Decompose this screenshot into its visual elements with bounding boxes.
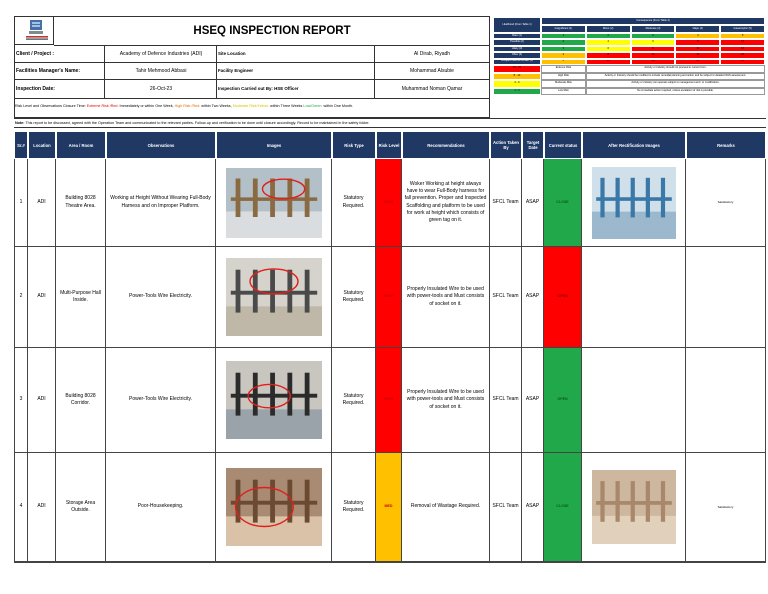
consequence-header: Minor (2) (586, 25, 631, 33)
legend-range: 8 - 12 (493, 73, 541, 81)
after-rectification-photo (592, 470, 676, 544)
recommendation-cell: Properly Insulated Wire to be used with power-tools and Must consists of socket on it. (402, 348, 490, 453)
matrix-cell: 8 (586, 52, 631, 58)
status-cell: CLOSE (544, 453, 582, 562)
legend-range: 4 - 6 (493, 80, 541, 88)
observation-photo (226, 168, 322, 238)
remarks-cell (686, 247, 766, 348)
matrix-cell: 20 (675, 59, 720, 65)
column-header: Location (28, 131, 56, 159)
matrix-cell: 16 (675, 52, 720, 58)
matrix-cell: 8 (675, 39, 720, 45)
report-sheet (14, 16, 766, 562)
column-header: After Rectification Images (582, 131, 686, 159)
remarks-cell: Satisfactory (686, 159, 766, 247)
likelihood-header: Possible (2) (493, 39, 541, 45)
matrix-cell: 12 (675, 46, 720, 52)
risk-level-cell: HIGH (376, 247, 402, 348)
likelihood-header: Likely (3) (493, 46, 541, 52)
action-by-cell: SFCL Team (490, 453, 522, 562)
remarks-cell: Satisfactory (686, 453, 766, 562)
engineer-value: Mohammad Alsubie (410, 68, 454, 74)
column-header: Target Date (522, 131, 544, 159)
status-cell: OPEN (544, 247, 582, 348)
area-cell: Building 8028 Corridor. (56, 348, 106, 453)
legend-action: Activity or Industry should not proceed in current form. (586, 65, 765, 73)
after-rectification-photo (592, 167, 676, 239)
observation-photo (226, 361, 322, 439)
status-cell: OPEN (544, 348, 582, 453)
legend-range: 15 - 25 (493, 65, 541, 73)
legend-action: No immediate action required, unless escalation of risk is possible. (586, 88, 765, 96)
sr-cell: 1 (14, 159, 28, 247)
target-date-cell: ASAP (522, 247, 544, 348)
sr-cell: 4 (14, 453, 28, 562)
consequence-header: Moderate (3) (631, 25, 676, 33)
date-value: 26-Oct-23 (149, 86, 173, 92)
after-image-cell (582, 159, 686, 247)
observation-photo (226, 258, 322, 336)
matrix-cell: 25 (720, 59, 765, 65)
recommendation-cell: Removal of Wastage Required. (402, 453, 490, 562)
matrix-cell: 4 (586, 39, 631, 45)
consequence-header: Insignificant (1) (541, 25, 586, 33)
risk-level-cell: MED (376, 453, 402, 562)
image-cell (216, 247, 332, 348)
observation-cell: Power-Tools Wire Electricity. (106, 348, 216, 453)
after-image-cell (582, 348, 686, 453)
sr-cell: 3 (14, 348, 28, 453)
target-date-cell: ASAP (522, 348, 544, 453)
remarks-cell (686, 348, 766, 453)
likelihood-header: Frequent /almost certain (5) (493, 59, 541, 65)
note-row: Note: This report to be discussed, agreed with the Operation Team and communicated to the relevant parties. Follow-up and verification to be done until closure accordingly. Record to be maintained in the safety folder. (15, 120, 370, 125)
column-header: Remarks (686, 131, 766, 159)
legend-level: Moderate Risk (541, 80, 586, 88)
column-header: Risk Type (332, 131, 376, 159)
risk-type-cell: Statutory Required. (332, 453, 376, 562)
observation-photo (226, 468, 322, 546)
carried-value: Muhammad Noman Qamar (401, 86, 463, 92)
observation-cell: Poor-Housekeeping. (106, 453, 216, 562)
area-cell: Multi-Purpose Hall Inside. (56, 247, 106, 348)
matrix-cell: 5 (541, 59, 586, 65)
status-cell: CLOSE (544, 159, 582, 247)
legend-action: Activity or Industry can operate subject to management and / or modification. (586, 80, 765, 88)
risk-type-cell: Statutory Required. (332, 247, 376, 348)
target-date-cell: ASAP (522, 159, 544, 247)
matrix-consequence-title: Consequence (From Table 2) (541, 17, 765, 25)
client-label: Client / Project : (16, 51, 55, 57)
engineer-label: Facility Engineer (218, 68, 254, 73)
column-header: Sr.# (14, 131, 28, 159)
consequence-header: Catastrophic (5) (720, 25, 765, 33)
observation-cell: Working at Height Without Wearing Full-Body Harness and on Improper Platform. (106, 159, 216, 247)
matrix-cell: 1 (541, 33, 586, 39)
manager-value: Tahir Mehmood Abbasi (135, 68, 187, 74)
carried-label: Inspection Carried out By: HSE Officer (218, 86, 299, 91)
matrix-cell: 9 (631, 46, 676, 52)
matrix-cell: 3 (631, 33, 676, 39)
matrix-cell: 10 (586, 59, 631, 65)
matrix-cell: 6 (631, 39, 676, 45)
client-value: Academy of Defence Industries (ADI) (119, 51, 203, 57)
location-cell: ADI (28, 453, 56, 562)
sr-cell: 2 (14, 247, 28, 348)
matrix-cell: 2 (586, 33, 631, 39)
column-header: Action Taken By (490, 131, 522, 159)
consequence-header: Major (4) (675, 25, 720, 33)
likelihood-header: Rare (1) (493, 33, 541, 39)
image-cell (216, 453, 332, 562)
site-label: Site Location (218, 51, 246, 56)
risk-type-cell: Statutory Required. (332, 159, 376, 247)
legend-range: 1 - 3 (493, 88, 541, 96)
location-cell: ADI (28, 159, 56, 247)
matrix-cell: 4 (541, 52, 586, 58)
legend-level: High Risk (541, 73, 586, 81)
risk-level-cell: HIGH (376, 159, 402, 247)
action-by-cell: SFCL Team (490, 247, 522, 348)
image-cell (216, 159, 332, 247)
target-date-cell: ASAP (522, 453, 544, 562)
risk-level-cell: HIGH (376, 348, 402, 453)
matrix-corner: Likelihood (From Table 1) (493, 17, 541, 33)
action-by-cell: SFCL Team (490, 348, 522, 453)
matrix-cell: 2 (541, 39, 586, 45)
risk-matrix (493, 17, 765, 109)
legend-level: Extreme Risk (541, 65, 586, 73)
column-header: Current status (544, 131, 582, 159)
likelihood-header: Often (4) (493, 52, 541, 58)
legend-level: Low Risk (541, 88, 586, 96)
after-image-cell (582, 453, 686, 562)
matrix-cell: 15 (631, 59, 676, 65)
report-title: HSEQ INSPECTION REPORT (193, 24, 351, 37)
location-cell: ADI (28, 348, 56, 453)
area-cell: Building 8028 Theatre Area. (56, 159, 106, 247)
closure-note: Risk Level and Observations Closure Time: Extreme Risk /Red: Immediately or within One Week, High Risk /Red: within Two Weeks, Moderate Risk/Yellow: within Three Weeks Low/Green: within One Month. (15, 104, 354, 108)
image-cell (216, 348, 332, 453)
matrix-cell: 5 (720, 33, 765, 39)
date-label: Inspection Date: (16, 86, 55, 92)
recommendation-cell: Properly Insulated Wire to be used with power-tools and Must consists of socket on it. (402, 247, 490, 348)
recommendation-cell: Woker Working at height always have to wear Full-Body harness for fall prevention. Proper and Inspected Scaffolding and platform to be used for work at height which consists of green tag on it. (402, 159, 490, 247)
matrix-cell: 20 (720, 52, 765, 58)
site-value: Al Dirab, Riyadh (413, 51, 451, 57)
matrix-cell: 12 (631, 52, 676, 58)
column-header: Observations (106, 131, 216, 159)
column-header: Risk Level (376, 131, 402, 159)
area-cell: Storage Area Outside. (56, 453, 106, 562)
legend-action: Activity or Industry should be modified to include remedial planning and action and be subject to detailed OHS assessment. (586, 73, 765, 81)
observation-cell: Power-Tools Wire Electricity. (106, 247, 216, 348)
column-header: Images (216, 131, 332, 159)
location-cell: ADI (28, 247, 56, 348)
column-header: Area / Room (56, 131, 106, 159)
manager-label: Facilities Manager's Name: (16, 68, 80, 74)
matrix-cell: 15 (720, 46, 765, 52)
matrix-cell: 6 (586, 46, 631, 52)
matrix-cell: 4 (675, 33, 720, 39)
risk-type-cell: Statutory Required. (332, 348, 376, 453)
after-image-cell (582, 247, 686, 348)
column-header: Recommendations (402, 131, 490, 159)
matrix-cell: 10 (720, 39, 765, 45)
action-by-cell: SFCL Team (490, 159, 522, 247)
matrix-cell: 3 (541, 46, 586, 52)
